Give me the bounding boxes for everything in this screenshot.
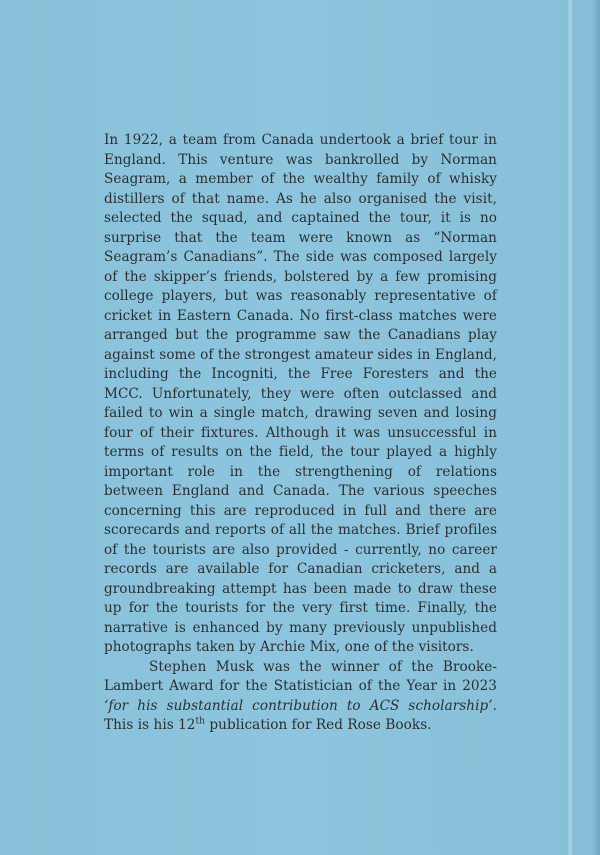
blurb-paragraph-tour: In 1922, a team from Canada undertook a brief tour in England. This venture was bankrolled by Norman Seagram, a member of the wealthy family of whisky distillers of that name. As he also organised the visit, selected the squad, and captained the tour, it is no surprise that the team were known as “Norman Seagram’s Canadians”. The side was composed largely of the skipper’s friends, bolstered by a few promising college players, but was reasonably representative of cricket in Eastern Canada. No first-class matches were arranged but the programme saw the Canadians play against some of the strongest amateur sides in England, including the Incogniti, the Free Foresters and the MCC. Unfortunately, they were often outclassed and failed to win a single match, drawing seven and losing four of their fixtures. Although it was unsuccessful in terms of results on the field, the tour played a highly important role in the strengthening of relations between England and Canada. The various speeches concerning this are reproduced in full and there are scorecards and reports of all the matches. Brief profiles of the tourists are also provided - currently, no career records are available for Canadian cricketers, and a groundbreaking attempt has been made to draw these up for the tourists for the very first time. Finally, the narrative is enhanced by many previously unpublished photographs taken by Archie Mix, one of the visitors. <box>104 132 497 655</box>
spine-hinge <box>566 0 575 855</box>
award-citation: ‘for his substantial contribution to ACS scholarship’ <box>104 697 493 714</box>
ordinal-suffix: th <box>195 716 206 727</box>
spine-edge <box>592 0 600 855</box>
author-award-text: Stephen Musk was the winner of the Brooke-Lambert Award for the Statistician of the Year in 2023 <box>104 658 497 694</box>
blurb-paragraph-author <box>104 658 497 736</box>
publisher-text: publication for Red Rose Books. <box>205 717 432 733</box>
publication-count-text: . This is his 12 <box>104 697 497 733</box>
blurb-text <box>104 131 497 736</box>
